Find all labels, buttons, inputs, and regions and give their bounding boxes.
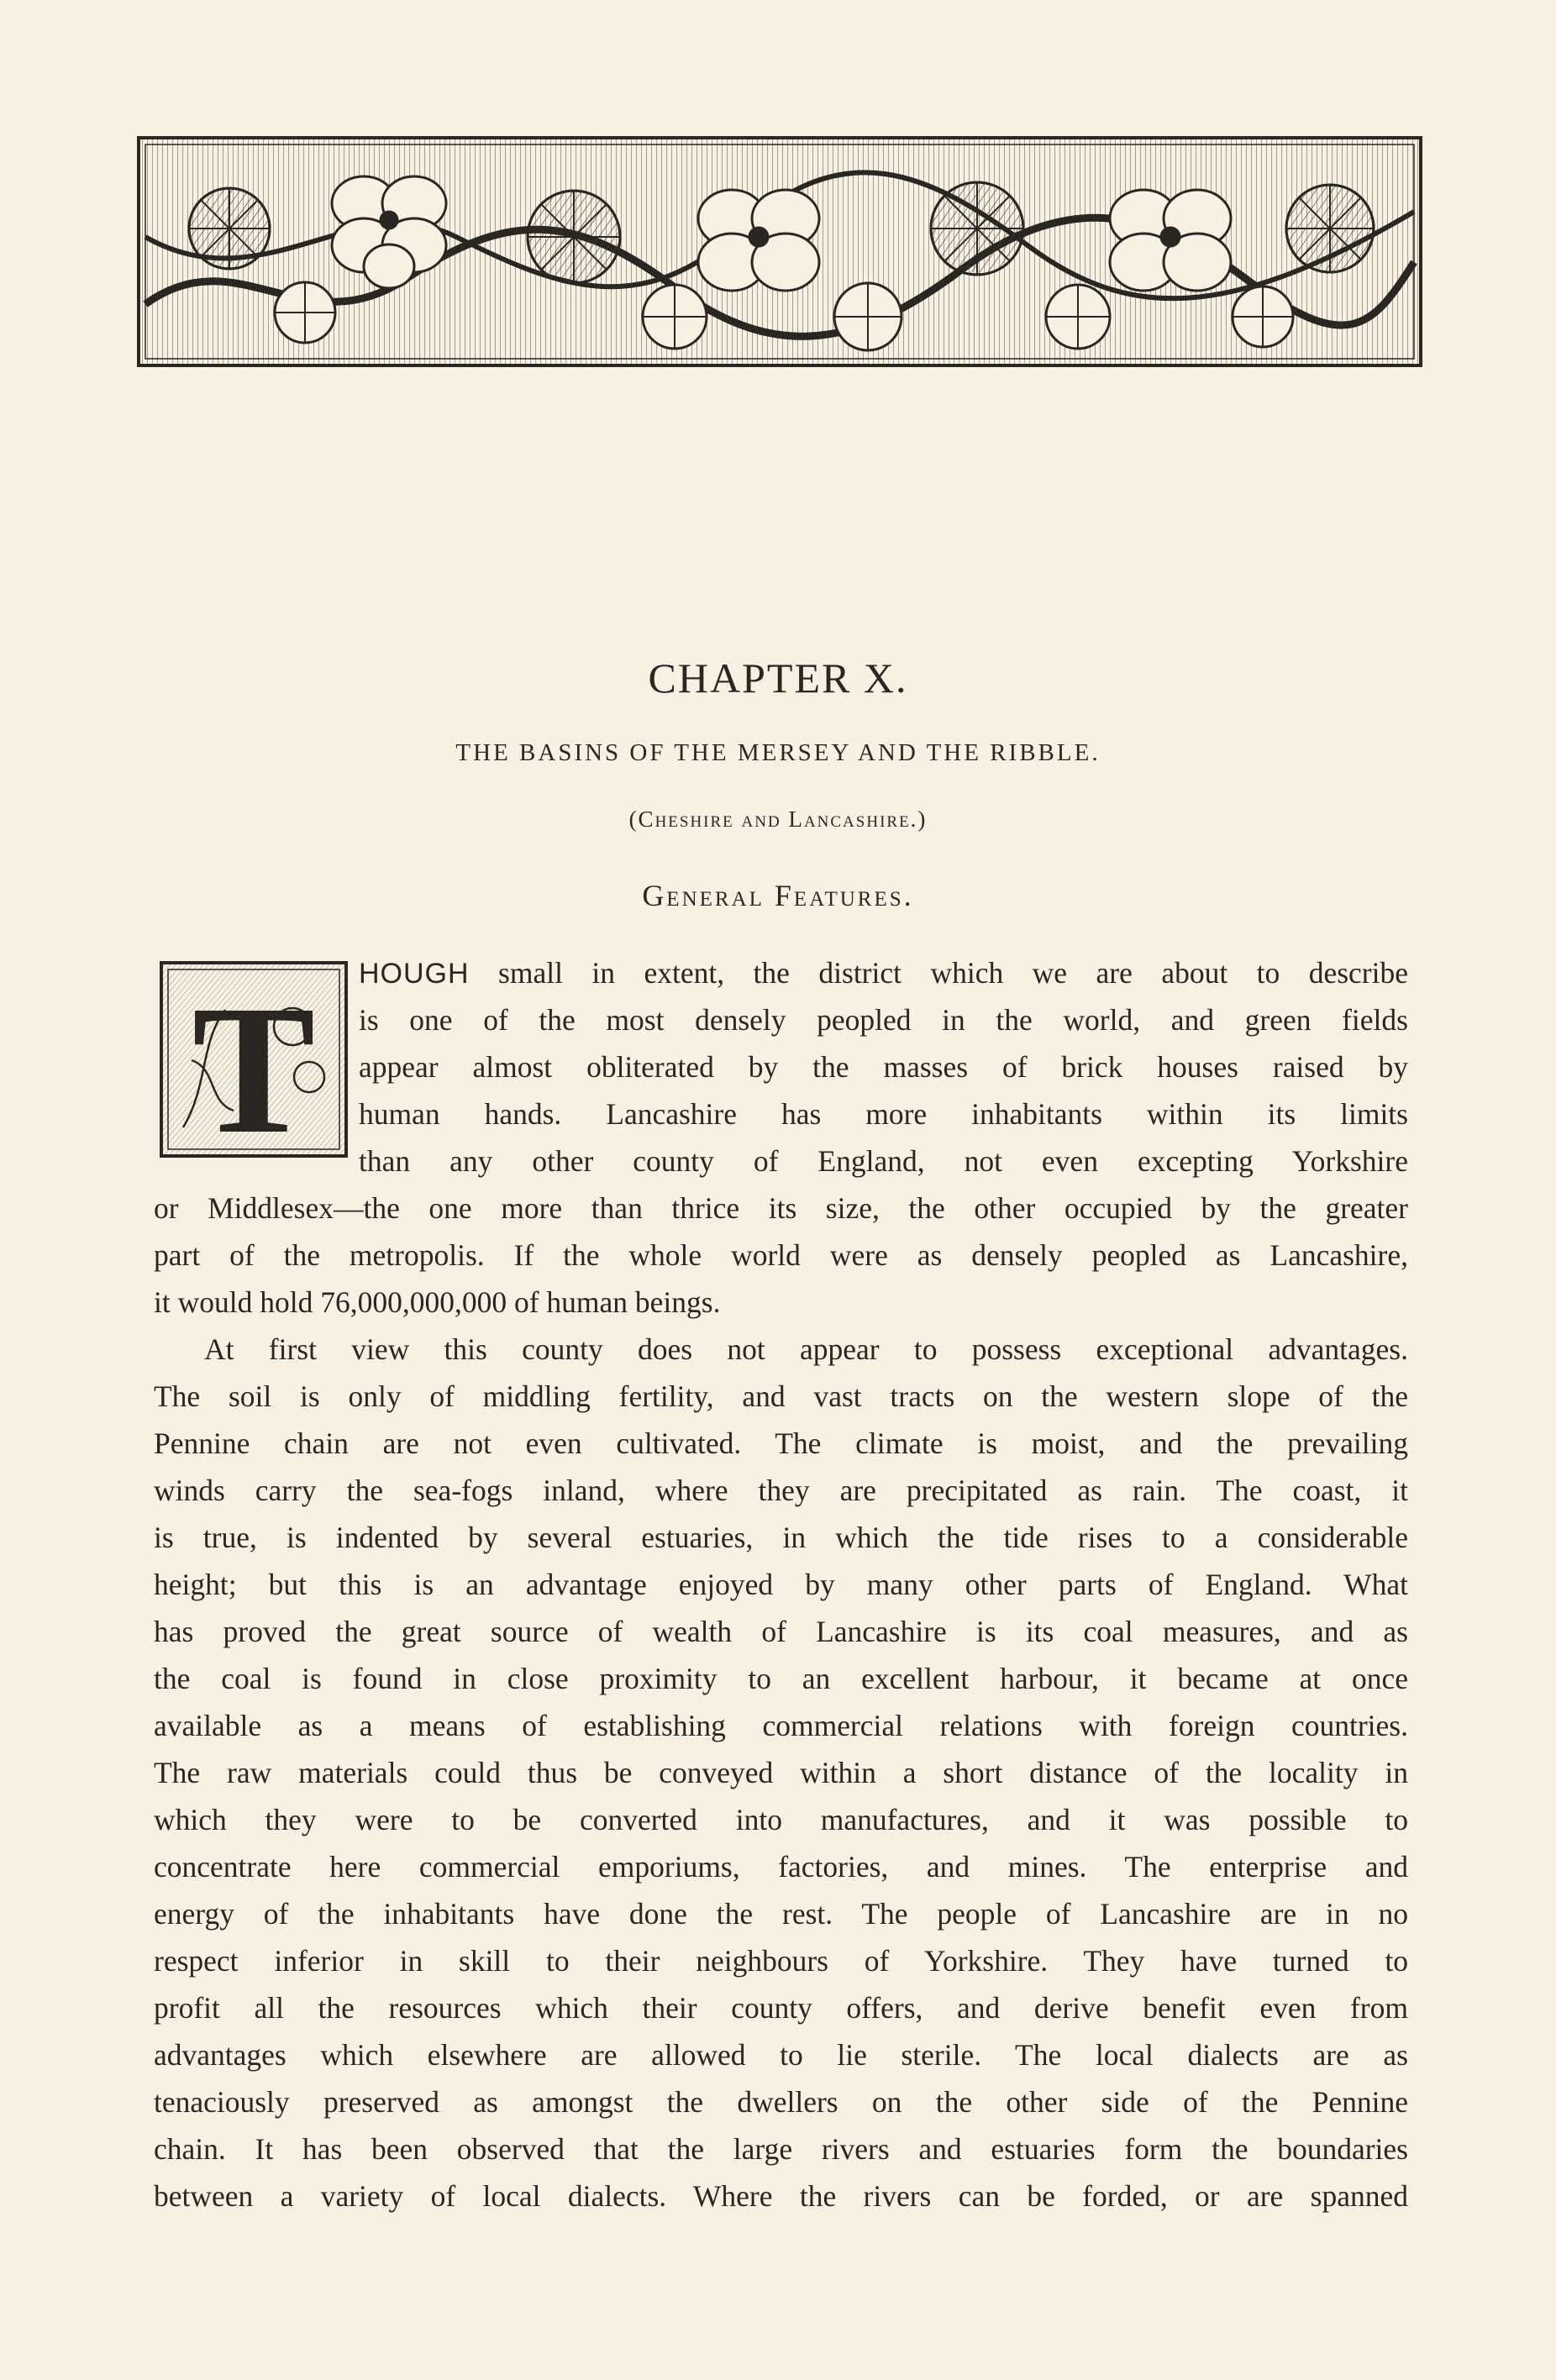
floral-headpiece-illustration: [137, 136, 1422, 367]
text-line: respect inferior in skill to their neighbours of Yorkshire. They have turned to: [154, 1944, 1408, 1978]
text-line: The raw materials could thus be conveyed within a short distance of the locality in: [154, 1756, 1408, 1789]
paragraph-2: [154, 1326, 1408, 2220]
text-line: the coal is found in close proximity to an excellent harbour, it became at once: [154, 1662, 1408, 1695]
text-line: available as a means of establishing commercial relations with foreign countries.: [154, 1709, 1408, 1742]
paragraph-1-line-1: [359, 949, 1408, 996]
text-line: The soil is only of middling fertility, and vast tracts on the western slope of the: [154, 1379, 1408, 1413]
text-line: profit all the resources which their county offers, and derive benefit even from: [154, 1991, 1408, 2025]
text-line: small in extent, the district which we are about to describe: [498, 956, 1409, 990]
text-line: At first view this county does not appear to possess exceptional advantages.: [204, 1332, 1408, 1366]
text-line: human hands. Lancashire has more inhabitants within its limits: [359, 1097, 1408, 1131]
text-line: which they were to be converted into manufactures, and it was possible to: [154, 1803, 1408, 1836]
text-line: has proved the great source of wealth of Lancashire is its coal measures, and as: [154, 1615, 1408, 1648]
text-line: chain. It has been observed that the large rivers and estuaries form the boundaries: [154, 2132, 1408, 2166]
text-line: energy of the inhabitants have done the rest. The people of Lancashire are in no: [154, 1897, 1408, 1931]
text-line: than any other county of England, not even excepting Yorkshire: [359, 1144, 1408, 1178]
text-line: between a variety of local dialects. Where the rivers can be forded, or are spanned: [154, 2179, 1408, 2213]
text-line: or Middlesex—the one more than thrice its size, the other occupied by the greater: [154, 1191, 1408, 1225]
text-line: concentrate here commercial emporiums, factories, and mines. The enterprise and: [154, 1850, 1408, 1884]
text-line: is true, is indented by several estuaries, in which the tide rises to a considerable: [154, 1521, 1408, 1554]
text-line: winds carry the sea-fogs inland, where they are precipitated as rain. The coast, it: [154, 1474, 1408, 1507]
text-line: appear almost obliterated by the masses of brick houses raised by: [359, 1050, 1408, 1084]
chapter-subtitle: THE BASINS OF THE MERSEY AND THE RIBBLE.: [455, 739, 1101, 766]
text-line: it would hold 76,000,000,000 of human beings.: [154, 1285, 721, 1319]
paragraph-1-indented: [359, 949, 1408, 1185]
text-line: is one of the most densely peopled in the world, and green fields: [359, 1003, 1408, 1037]
text-line: Pennine chain are not even cultivated. The climate is moist, and the prevailing: [154, 1426, 1408, 1460]
text-line: part of the metropolis. If the whole world were as densely peopled as Lancashire,: [154, 1238, 1408, 1272]
section-heading: General Features.: [642, 879, 914, 912]
chapter-title: CHAPTER X.: [648, 654, 908, 701]
paragraph-1-continued: [154, 1185, 1408, 1326]
drop-cap-ornament: [158, 959, 350, 1159]
drop-cap-letter: T: [192, 967, 316, 1159]
chapter-counties: (Cheshire and Lancashire.): [628, 806, 928, 832]
first-word: HOUGH: [359, 958, 470, 990]
text-line: advantages which elsewhere are allowed to lie sterile. The local dialects are as: [154, 2038, 1408, 2072]
text-line: tenaciously preserved as amongst the dwellers on the other side of the Pennine: [154, 2085, 1408, 2119]
text-line: height; but this is an advantage enjoyed by many other parts of England. What: [154, 1568, 1408, 1601]
